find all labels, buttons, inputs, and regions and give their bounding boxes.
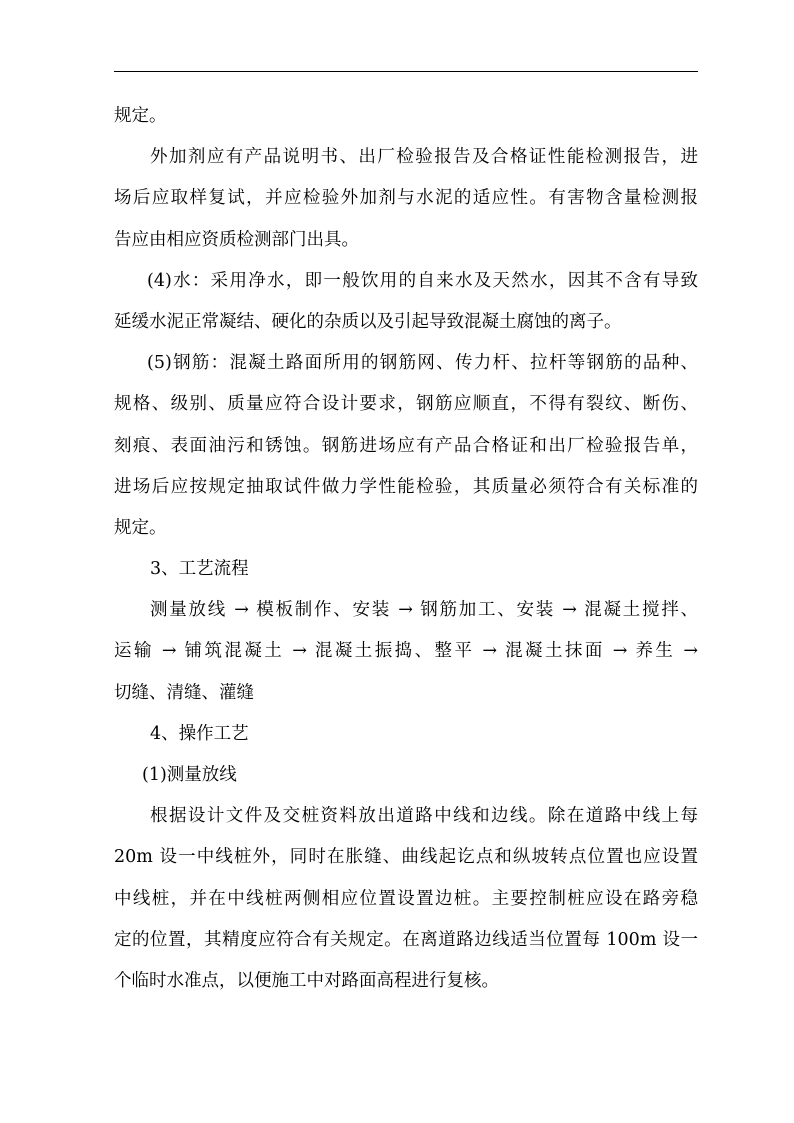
header-rule	[114, 71, 698, 72]
text-line: 切缝、清缝、灌缝	[114, 682, 254, 703]
text-line: 场后应取样复试，并应检验外加剂与水泥的适应性。有害物含量检测报	[114, 188, 698, 209]
text-line: 运输 → 铺筑混凝土 → 混凝土振捣、整平 → 混凝土抹面 → 养生 →	[114, 641, 698, 662]
text-line: 延缓水泥正常凝结、硬化的杂质以及引起导致混凝土腐蚀的离子。	[114, 311, 622, 332]
text-line: (5)钢筋：混凝土路面所用的钢筋网、传力杆、拉杆等钢筋的品种、	[147, 353, 698, 374]
text-line: 20m 设一中线桩外，同时在胀缝、曲线起讫点和纵坡转点位置也应设置	[114, 847, 698, 868]
section-heading: 3、工艺流程	[150, 559, 249, 580]
text-line: 规定。	[114, 517, 167, 538]
text-line: 进场后应按规定抽取试件做力学性能检验，其质量必须符合有关标准的	[114, 476, 698, 497]
subsection-heading: (1)测量放线	[142, 765, 237, 785]
text-line: 外加剂应有产品说明书、出厂检验报告及合格证性能检测报告，进	[150, 147, 698, 168]
body-text	[114, 96, 698, 1002]
text-line: 个临时水准点，以便施工中对路面高程进行复核。	[114, 970, 499, 991]
text-line: 刻痕、表面油污和锈蚀。钢筋进场应有产品合格证和出厂检验报告单，	[114, 435, 698, 456]
text-line: (4)水：采用净水，即一般饮用的自来水及天然水，因其不含有导致	[147, 270, 698, 291]
text-line: 规格、级别、质量应符合设计要求，钢筋应顺直，不得有裂纹、断伤、	[114, 394, 698, 415]
text-line: 根据设计文件及交桩资料放出道路中线和边线。除在道路中线上每	[150, 806, 698, 827]
text-line: 告应由相应资质检测部门出具。	[114, 229, 359, 250]
text-line: 中线桩，并在中线桩两侧相应位置设置边桩。主要控制桩应设在路旁稳	[114, 888, 698, 909]
text-line: 测量放线 → 模板制作、安装 → 钢筋加工、安装 → 混凝土搅拌、	[150, 600, 698, 621]
text-line: 定的位置，其精度应符合有关规定。在离道路边线适当位置每 100m 设一	[114, 929, 698, 950]
section-heading: 4、操作工艺	[150, 723, 249, 744]
text-line: 规定。	[114, 106, 167, 126]
